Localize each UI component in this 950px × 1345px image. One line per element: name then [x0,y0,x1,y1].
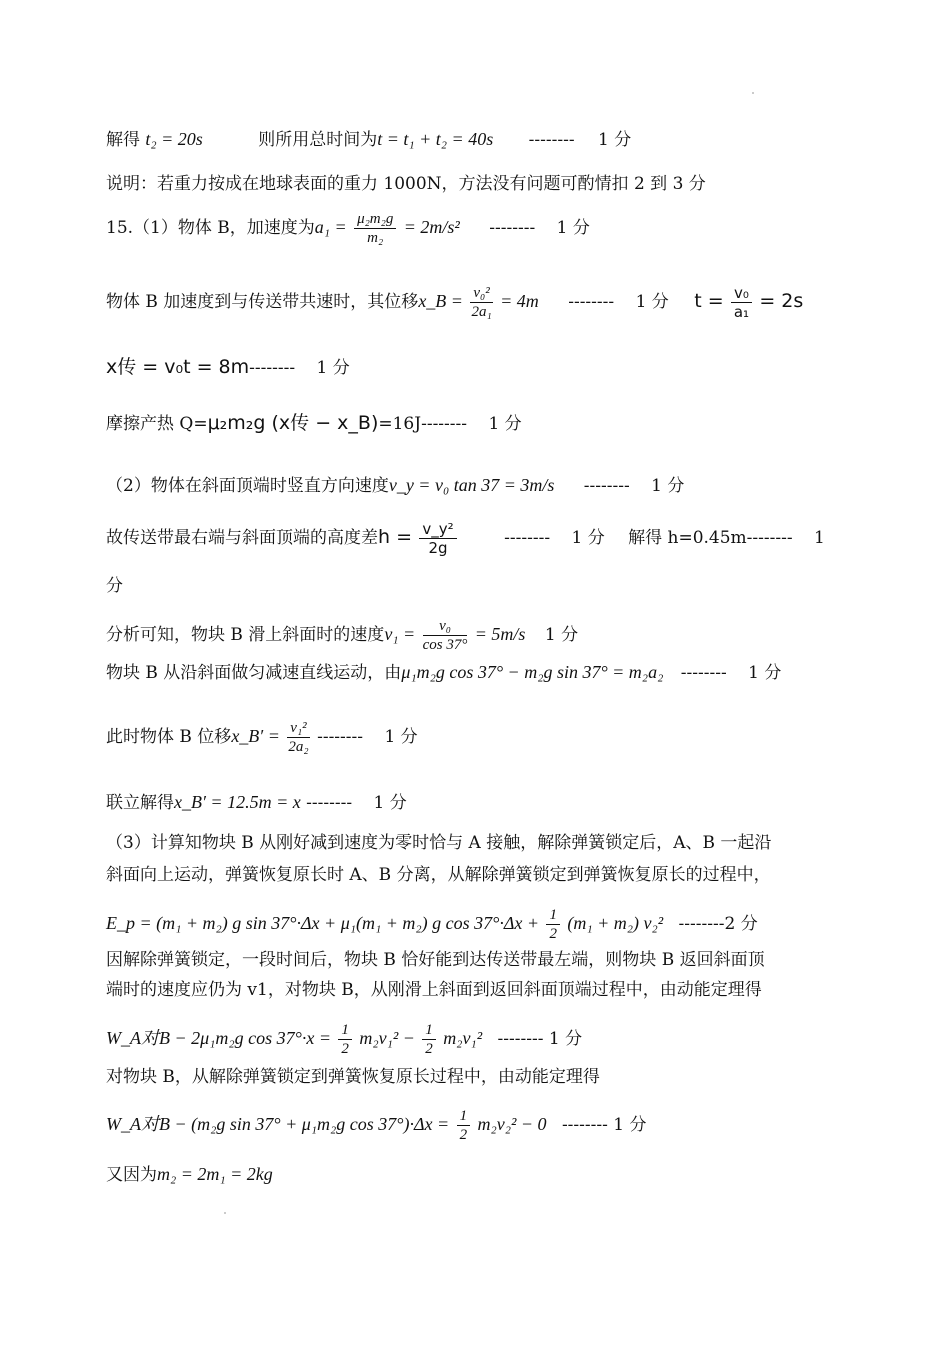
formula: m₂ = 2m₁ = 2kg [157,1164,273,1184]
line-height-diff [106,520,825,557]
formula: x_B′ = 12.5m = x [174,792,301,812]
score: 1 分 [548,1029,583,1049]
formula: = 2m/s² [403,217,460,237]
line-friction-heat [106,412,522,435]
scan-speck [224,1212,226,1214]
line-combined-solve [106,791,407,814]
line-work-energy-1 [106,1021,582,1058]
score-dash: -------- [561,1115,608,1135]
text: 联立解得 [106,793,174,813]
score: 1 分 [556,218,590,238]
formula: x_B′ = [231,726,280,746]
scan-speck [752,92,754,94]
line-v1 [106,617,578,654]
score: 1 分 [613,1115,647,1135]
score-dash: -------- [489,218,536,238]
score-dash: -------- [317,727,364,747]
formula: = 2s [759,290,804,312]
text: 摩擦产热 Q= [106,414,208,434]
line-displacement-xb [106,284,803,321]
text: （2）物体在斜面顶端时竖直方向速度 [106,476,389,496]
line-belt-displacement [106,356,350,379]
score: 1 分 [651,476,685,496]
score: 1 分 [488,414,522,434]
text: 解得 h=0.45m-------- [628,528,793,548]
text: 物体 B 加速度到与传送带共速时，其位移 [106,292,419,312]
score: 分 [106,576,123,596]
score: 1 [814,528,825,548]
score-dash: -------- [678,914,725,934]
score-dash: -------- [528,130,575,150]
fraction: $\frac{\text{v\_y²}}{2g}$ [419,520,456,557]
text: 因解除弹簧锁定，一段时间后，物块 B 恰好能到达传送带最左端，则物块 B 返回斜面顶 [106,950,765,970]
fraction: $\frac{\text{v₀}}{\cos 37^\circ}$ [422,618,468,653]
fraction: $\frac{1}{2}$ [422,1021,436,1058]
text: 对物块 B，从解除弹簧锁定到弹簧恢复原长过程中，由动能定理得 [106,1067,600,1087]
formula: h = [378,526,413,548]
text: 15.（1）物体 B，加速度为 [106,218,315,238]
fraction: $\frac{\text{v₁²}}{\text{2a₂}}$ [288,720,309,755]
line-work-energy-2 [106,1107,647,1144]
score: 1 分 [597,130,632,150]
text: 解得 [106,130,140,150]
formula: x_B = [418,291,463,311]
line-solve-t2 [106,128,631,151]
text: 又因为 [106,1165,157,1185]
formula: m₂v₁² [443,1028,483,1048]
formula: m₂v₂² − 0 [477,1114,547,1134]
fraction: $\frac{1}{2}$ [457,1107,471,1144]
fraction: $\frac{\text{v₀}}{\text{a₁}}$ [731,284,752,321]
line-deceleration [106,661,781,684]
fraction: $\frac{\text{v₀²}}{\text{2a₁}}$ [471,285,492,320]
score-dash: -------- [568,292,615,312]
text: 故传送带最右端与斜面顶端的高度差 [106,528,378,548]
score: 1 分 [635,292,669,312]
text: =16J [378,414,422,434]
formula: μ₂m₂g (x传 − x_B) [207,412,379,434]
formula: t = [694,290,724,312]
score-dash: -------- [680,663,727,683]
line-15-3-a [106,832,771,854]
line-score-wrap [106,575,123,597]
score: 1 分 [748,663,782,683]
formula: a₁ = [314,217,347,237]
score-dash: -------- [497,1029,544,1049]
formula: v₁ = [384,624,416,644]
score-dash: -------- [249,358,296,378]
text: 此时物体 B 位移 [106,727,232,747]
formula: W_A对B − (m₂g sin 37° + μ₁m₂g cos 37°)·Δx = [106,1114,450,1134]
text: 物块 B 从沿斜面做匀减速直线运动，由 [106,663,402,683]
line-unlock-b [106,979,762,1001]
formula: E_p = (m₁ + m₂) g sin 37°·Δx + μ₁(m₁ + m₂) g cos 37°·Δx + [106,913,540,933]
formula: W_A对B − 2μ₁m₂g cos 37°·x = [106,1028,332,1048]
score: 2 分 [724,914,758,934]
score: 1 分 [571,528,605,548]
score-dash: -------- [306,793,353,813]
formula: = 4m [500,291,539,311]
line-note [106,173,706,195]
score-dash: -------- [421,414,468,434]
text: 斜面向上运动，弹簧恢复原长时 A、B 分离，从解除弹簧锁定到弹簧恢复原长的过程中， [106,865,771,885]
text: 则所用总时间为 [258,130,378,150]
score: 1 分 [316,358,350,378]
text: 说明：若重力按成在地球表面的重力 1000N，方法没有问题可酌情扣 2 到 3 分 [106,174,706,194]
line-unlock-c [106,1066,600,1088]
fraction: $\frac{\text{μ₂m₂g}}{\text{m₂}}$ [354,210,396,247]
fraction: $\frac{1}{2}$ [338,1021,352,1058]
score-dash: -------- [583,476,630,496]
score: 1 分 [373,793,407,813]
text: （3）计算知物块 B 从刚好减到速度为零时恰与 A 接触，解除弹簧锁定后，A、B 一起沿 [106,833,772,853]
formula: (m₁ + m₂) v₂² [567,913,664,933]
line-mass-relation [106,1163,273,1186]
line-xb-prime [106,719,418,756]
formula: t₂ = 20s [145,129,203,149]
formula: x传 = v₀t = 8m [106,356,250,378]
score: 1 分 [544,625,579,645]
formula: m₂v₁² − [359,1028,415,1048]
formula: v_y = v₀ tan 37 = 3m/s [388,475,555,495]
score: 1 分 [384,727,418,747]
line-15-1-accel [106,210,590,247]
line-15-3-b [106,864,771,886]
fraction: $\frac{1}{2}$ [546,906,560,943]
text: 端时的速度应仍为 v1，对物块 B，从刚滑上斜面到返回斜面顶端过程中，由动能定理得 [106,980,762,1000]
text: 分析可知，物块 B 滑上斜面时的速度 [106,625,385,645]
formula: = 5m/s [474,624,526,644]
line-unlock-a [106,949,765,971]
formula: t = t₁ + t₂ = 40s [377,129,494,149]
line-15-2-vertical-velocity [106,474,684,497]
score-dash: -------- [504,528,551,548]
line-ep-equation [106,906,758,943]
formula: μ₁m₂g cos 37° − m₂g sin 37° = m₂a₂ [401,662,664,682]
